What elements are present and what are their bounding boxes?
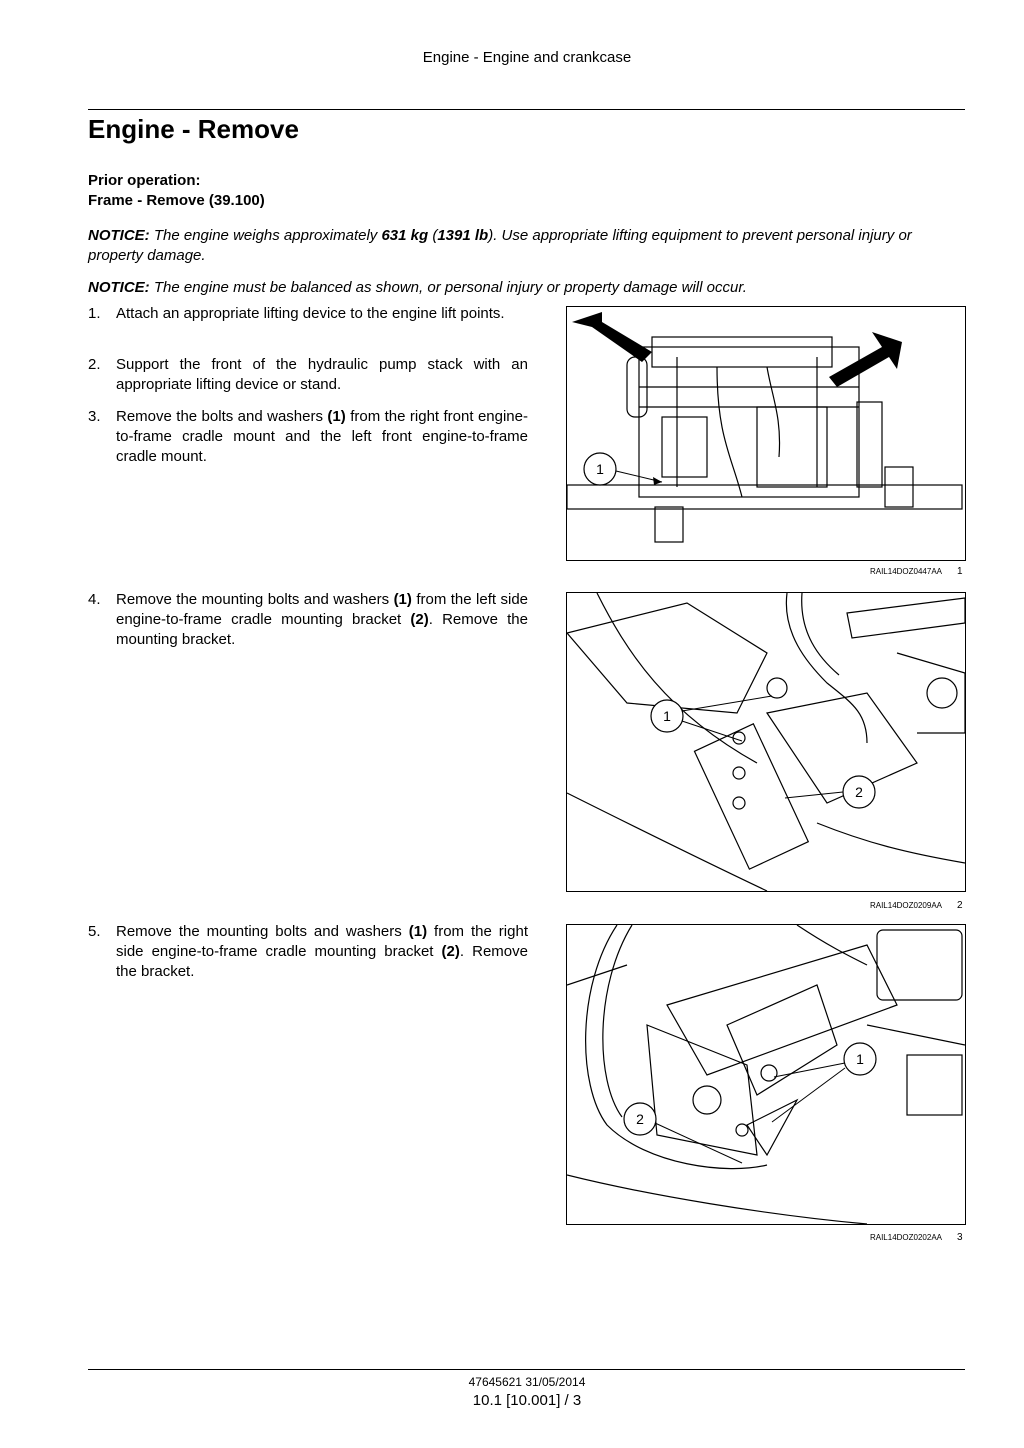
notice-balance: NOTICE: The engine must be balanced as shown, or personal injury or property damage will occur. xyxy=(88,279,747,296)
figure-3-right-bracket xyxy=(566,924,966,1225)
step-number: 5. xyxy=(88,923,101,940)
prior-operation xyxy=(88,171,265,211)
figure-2-code: RAIL14DOZ0209AA xyxy=(869,901,942,910)
left-bracket-illustration xyxy=(567,593,965,891)
right-bracket-illustration xyxy=(567,925,965,1224)
callout-1: 1 xyxy=(856,1051,864,1067)
prior-operation-reference: Frame - Remove (39.100) xyxy=(88,192,265,209)
notice-weight: NOTICE: The engine weighs approximately 631 kg (1391 lb). Use appropriate lifting equipment to prevent personal injury or property damage. xyxy=(88,227,912,264)
prior-operation-label: Prior operation: xyxy=(88,172,201,189)
figure-3-number: 3 xyxy=(957,1232,963,1243)
running-header: Engine - Engine and crankcase xyxy=(422,49,632,66)
weight-lb: 1391 lb xyxy=(437,227,489,244)
step-text: Remove the mounting bolts and washers (1) from the right side engine-to-frame cradle mounting bracket (2). Remove the bracket. xyxy=(116,923,528,980)
step-number: 1. xyxy=(88,305,101,322)
step-5 xyxy=(88,922,528,982)
figure-2-number: 2 xyxy=(957,900,963,911)
step-3 xyxy=(88,407,528,467)
figure-1-engine-lift-points xyxy=(566,306,966,561)
step-number: 3. xyxy=(88,408,101,425)
step-1 xyxy=(88,304,528,324)
step-number: 2. xyxy=(88,356,101,373)
callout-2: 2 xyxy=(636,1111,644,1127)
figure-3-code: RAIL14DOZ0202AA xyxy=(869,1233,942,1242)
header-rule xyxy=(88,109,965,110)
footer-page-ref: 10.1 [10.001] / 3 xyxy=(472,1392,582,1409)
weight-kg: 631 kg xyxy=(381,227,429,244)
step-number: 4. xyxy=(88,591,101,608)
step-text: Remove the bolts and washers (1) from the right front engine-to-frame cradle mount and the left front engine-to-frame cradle mount. xyxy=(116,408,528,465)
callout-2: 2 xyxy=(855,784,863,800)
lift-arrow-right xyxy=(829,332,902,387)
lift-arrow-left xyxy=(572,312,652,362)
step-text: Attach an appropriate lifting device to the engine lift points. xyxy=(116,305,505,322)
step-text: Support the front of the hydraulic pump stack with an appropriate lifting device or stand. xyxy=(116,356,528,393)
step-text: Remove the mounting bolts and washers (1) from the left side engine-to-frame cradle mounting bracket (2). Remove the mounting bracket. xyxy=(116,591,528,648)
engine-illustration xyxy=(567,307,965,560)
notice-label: NOTICE: xyxy=(88,279,150,296)
page-title: Engine - Remove xyxy=(88,114,299,144)
notice-label: NOTICE: xyxy=(88,227,150,244)
footer-rule xyxy=(88,1369,965,1370)
figure-1-code: RAIL14DOZ0447AA xyxy=(869,567,942,576)
callout-1: 1 xyxy=(663,708,671,724)
callout-1: 1 xyxy=(596,461,604,477)
footer-doc-info: 47645621 31/05/2014 xyxy=(468,1375,586,1389)
figure-1-number: 1 xyxy=(957,566,963,577)
figure-2-left-bracket xyxy=(566,592,966,892)
step-2 xyxy=(88,355,528,395)
step-4 xyxy=(88,590,528,650)
